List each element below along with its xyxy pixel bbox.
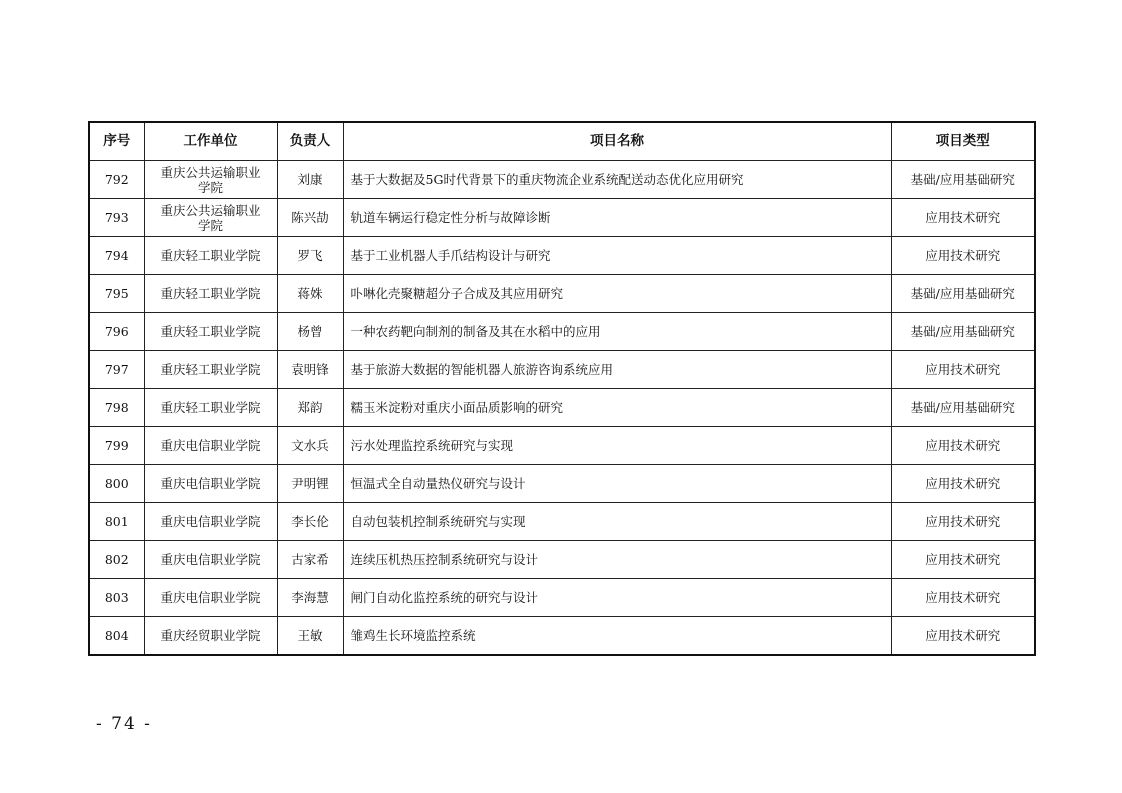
cell-leader: 袁明锋 xyxy=(277,351,343,389)
cell-leader: 陈兴劼 xyxy=(277,199,343,237)
cell-serial-number: 798 xyxy=(89,389,144,427)
cell-work-unit: 重庆电信职业学院 xyxy=(144,503,277,541)
page-number: - 74 - xyxy=(96,714,152,734)
cell-serial-number: 801 xyxy=(89,503,144,541)
table-row xyxy=(89,161,1035,199)
cell-work-unit: 重庆电信职业学院 xyxy=(144,465,277,503)
table-row xyxy=(89,313,1035,351)
cell-work-unit: 重庆轻工职业学院 xyxy=(144,237,277,275)
cell-leader: 尹明锂 xyxy=(277,465,343,503)
cell-project-type: 基础/应用基础研究 xyxy=(891,389,1035,427)
cell-project-type: 基础/应用基础研究 xyxy=(891,275,1035,313)
header-leader: 负责人 xyxy=(277,122,343,161)
table-row xyxy=(89,465,1035,503)
cell-work-unit: 重庆轻工职业学院 xyxy=(144,351,277,389)
cell-project-name: 基于旅游大数据的智能机器人旅游咨询系统应用 xyxy=(343,351,891,389)
cell-project-type: 应用技术研究 xyxy=(891,541,1035,579)
table-row xyxy=(89,427,1035,465)
header-serial-number: 序号 xyxy=(89,122,144,161)
table-row xyxy=(89,389,1035,427)
cell-project-type: 应用技术研究 xyxy=(891,351,1035,389)
table-body xyxy=(89,161,1035,656)
cell-project-name: 连续压机热压控制系统研究与设计 xyxy=(343,541,891,579)
cell-project-name: 闸门自动化监控系统的研究与设计 xyxy=(343,579,891,617)
cell-serial-number: 796 xyxy=(89,313,144,351)
cell-serial-number: 804 xyxy=(89,617,144,656)
cell-work-unit: 重庆电信职业学院 xyxy=(144,579,277,617)
cell-work-unit: 重庆公共运输职业学院 xyxy=(144,161,277,199)
cell-project-type: 基础/应用基础研究 xyxy=(891,313,1035,351)
cell-serial-number: 800 xyxy=(89,465,144,503)
cell-project-type: 应用技术研究 xyxy=(891,427,1035,465)
cell-leader: 李海慧 xyxy=(277,579,343,617)
cell-project-name: 基于工业机器人手爪结构设计与研究 xyxy=(343,237,891,275)
table-header-row xyxy=(89,122,1035,161)
cell-leader: 古家希 xyxy=(277,541,343,579)
cell-serial-number: 803 xyxy=(89,579,144,617)
cell-project-type: 应用技术研究 xyxy=(891,199,1035,237)
cell-project-type: 应用技术研究 xyxy=(891,465,1035,503)
project-table xyxy=(88,121,1036,656)
cell-project-name: 自动包装机控制系统研究与实现 xyxy=(343,503,891,541)
table-row xyxy=(89,503,1035,541)
cell-leader: 郑韵 xyxy=(277,389,343,427)
cell-leader: 蒋姝 xyxy=(277,275,343,313)
table-row xyxy=(89,617,1035,656)
cell-project-type: 应用技术研究 xyxy=(891,617,1035,656)
cell-project-type: 应用技术研究 xyxy=(891,237,1035,275)
cell-project-name: 轨道车辆运行稳定性分析与故障诊断 xyxy=(343,199,891,237)
table-row xyxy=(89,541,1035,579)
table-row xyxy=(89,237,1035,275)
table-row xyxy=(89,275,1035,313)
cell-work-unit: 重庆轻工职业学院 xyxy=(144,275,277,313)
cell-project-name: 一种农药靶向制剂的制备及其在水稻中的应用 xyxy=(343,313,891,351)
cell-serial-number: 802 xyxy=(89,541,144,579)
cell-serial-number: 792 xyxy=(89,161,144,199)
cell-serial-number: 797 xyxy=(89,351,144,389)
cell-project-name: 卟啉化壳聚糖超分子合成及其应用研究 xyxy=(343,275,891,313)
cell-project-name: 糯玉米淀粉对重庆小面品质影响的研究 xyxy=(343,389,891,427)
cell-leader: 罗飞 xyxy=(277,237,343,275)
cell-project-name: 恒温式全自动量热仪研究与设计 xyxy=(343,465,891,503)
cell-project-type: 应用技术研究 xyxy=(891,579,1035,617)
cell-serial-number: 795 xyxy=(89,275,144,313)
cell-work-unit: 重庆电信职业学院 xyxy=(144,427,277,465)
cell-work-unit: 重庆轻工职业学院 xyxy=(144,313,277,351)
cell-leader: 李长伦 xyxy=(277,503,343,541)
cell-leader: 文水兵 xyxy=(277,427,343,465)
cell-work-unit: 重庆电信职业学院 xyxy=(144,541,277,579)
cell-leader: 刘康 xyxy=(277,161,343,199)
cell-project-name: 雏鸡生长环境监控系统 xyxy=(343,617,891,656)
header-project-type: 项目类型 xyxy=(891,122,1035,161)
cell-work-unit: 重庆公共运输职业学院 xyxy=(144,199,277,237)
table-row xyxy=(89,579,1035,617)
cell-serial-number: 799 xyxy=(89,427,144,465)
header-work-unit: 工作单位 xyxy=(144,122,277,161)
project-table-container xyxy=(88,121,1036,656)
cell-serial-number: 793 xyxy=(89,199,144,237)
header-project-name: 项目名称 xyxy=(343,122,891,161)
table-row xyxy=(89,199,1035,237)
cell-project-name: 污水处理监控系统研究与实现 xyxy=(343,427,891,465)
cell-work-unit: 重庆经贸职业学院 xyxy=(144,617,277,656)
cell-leader: 王敏 xyxy=(277,617,343,656)
cell-project-type: 基础/应用基础研究 xyxy=(891,161,1035,199)
cell-work-unit: 重庆轻工职业学院 xyxy=(144,389,277,427)
table-row xyxy=(89,351,1035,389)
cell-project-name: 基于大数据及5G时代背景下的重庆物流企业系统配送动态优化应用研究 xyxy=(343,161,891,199)
cell-serial-number: 794 xyxy=(89,237,144,275)
cell-project-type: 应用技术研究 xyxy=(891,503,1035,541)
cell-leader: 杨曾 xyxy=(277,313,343,351)
